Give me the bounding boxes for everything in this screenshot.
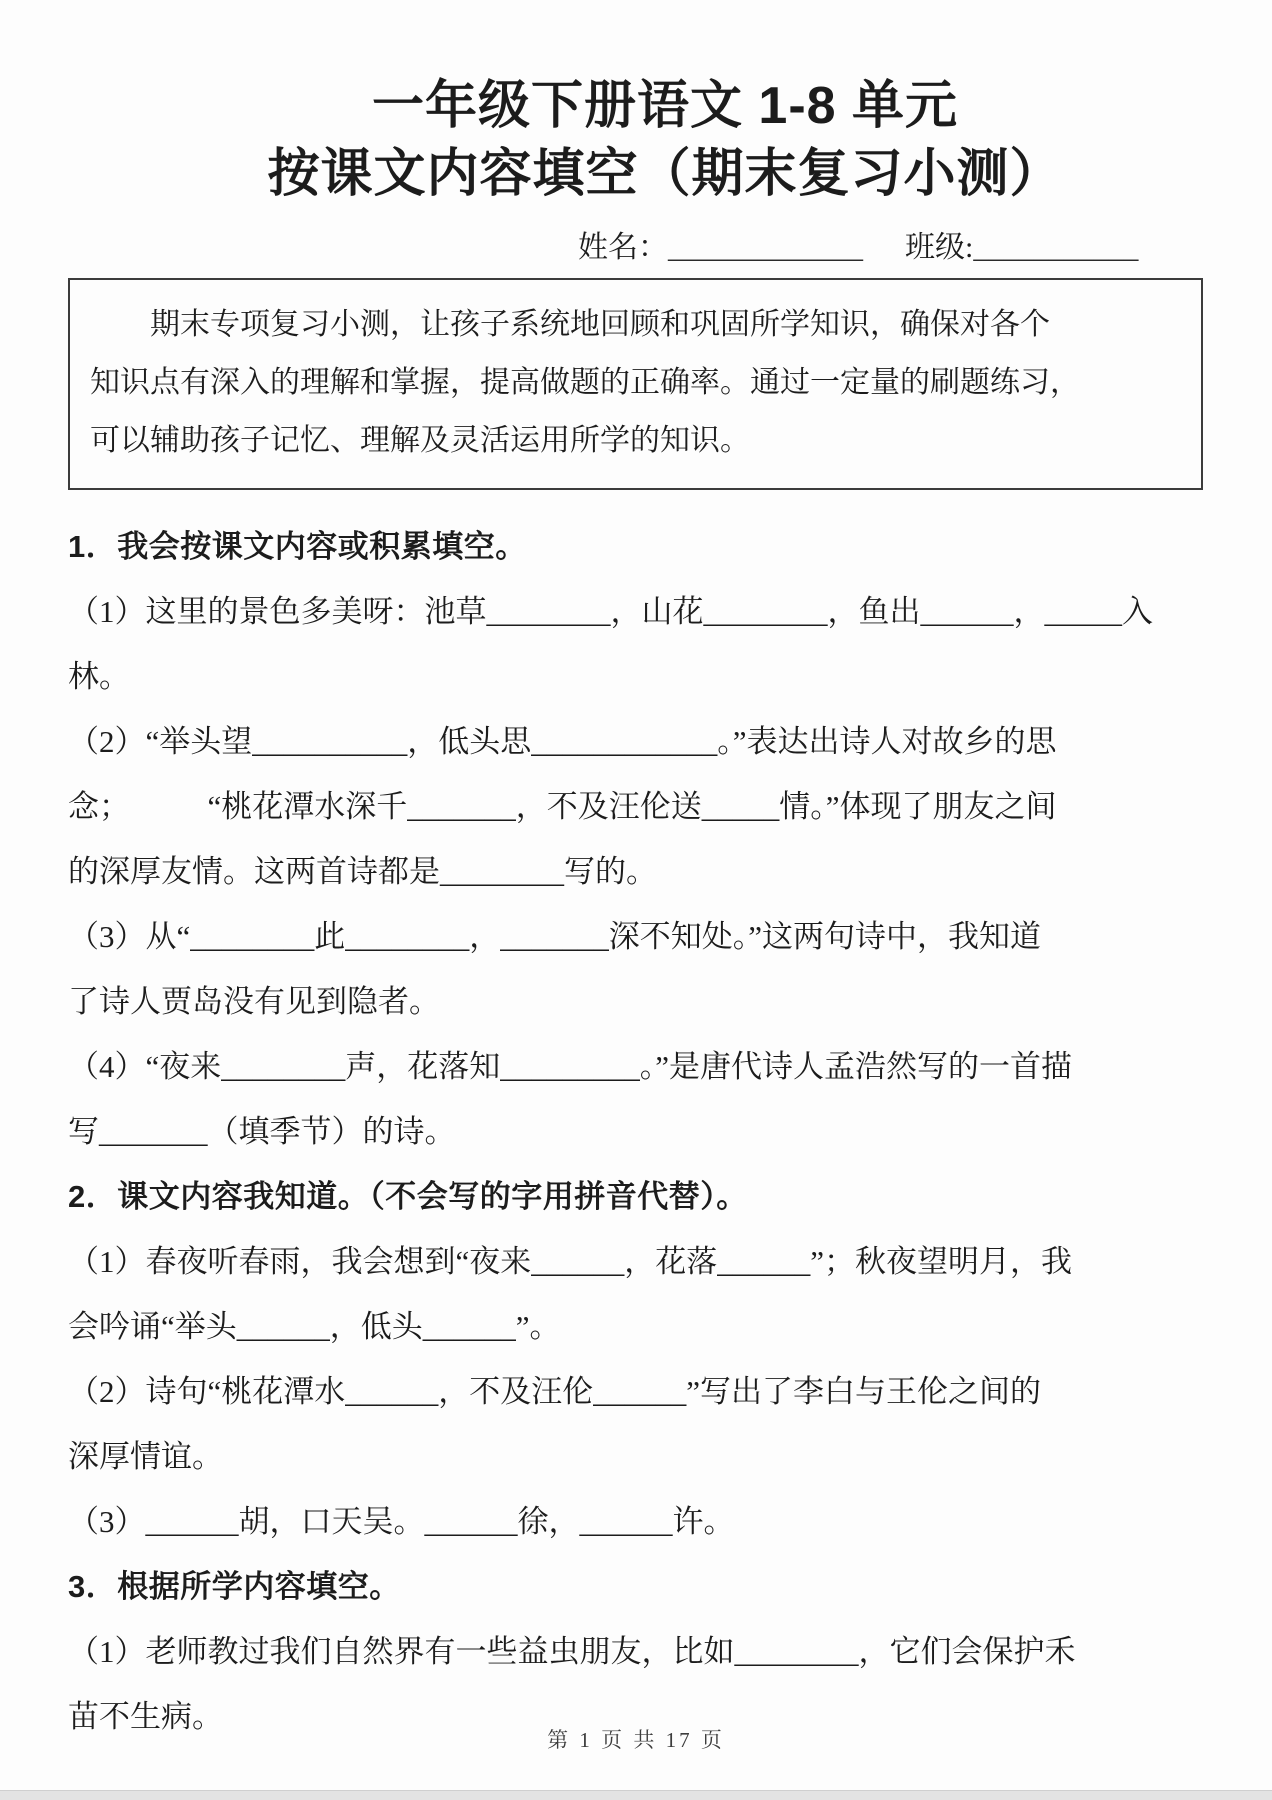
text-line: 林。 [68,659,130,694]
text-line: （2）“举头望__________，低头思____________。”表达出诗人对故乡的思 [68,724,1057,759]
class-label: 班级: [905,231,974,264]
text-line: 3．根据所学内容填空。 [68,1569,401,1604]
page-title-line1: 一年级下册语文 1-8 单元 [371,77,959,135]
text-line: 会吟诵“举头______，低头______”。 [68,1309,561,1344]
name-class-row [0,222,1272,266]
page-title [0,0,1272,208]
bottom-edge-strip [0,1790,1272,1800]
intro-line: 期末专项复习小测，让孩子系统地回顾和巩固所学知识，确保对各个 [90,308,1050,341]
intro-box [68,278,1203,490]
text-line: 的深厚友情。这两首诗都是________写的。 [68,854,657,889]
text-line: 苗不生病。 [68,1699,223,1734]
student-name-blank: _____________ [668,231,863,264]
content-lines [68,514,1216,1749]
text-line: （1）春夜听春雨，我会想到“夜来______，花落______”；秋夜望明月，我 [68,1244,1073,1279]
text-line: （2）诗句“桃花潭水______，不及汪伦______”写出了李白与王伦之间的 [68,1374,1042,1409]
class-blank: ___________ [973,231,1139,264]
text-line: （1）老师教过我们自然界有一些益虫朋友，比如________，它们会保护禾 [68,1634,1076,1669]
page-number-footer: 第 1 页 共 17 页 [547,1728,725,1752]
intro-line: 知识点有深入的理解和掌握，提高做题的正确率。通过一定量的刷题练习， [90,366,1080,399]
page-title-line2: 按课文内容填空（期末复习小测） [267,145,1063,203]
text-line: 写_______（填季节）的诗。 [68,1114,456,1149]
intro-line: 可以辅助孩子记忆、理解及灵活运用所学的知识。 [90,424,750,457]
text-line: （3）______胡，口天吴。______徐，______许。 [68,1504,735,1539]
text-line: （1）这里的景色多美呀：池草________，山花________，鱼出______，_____入 [68,594,1153,629]
text-line: 1．我会按课文内容或积累填空。 [68,529,527,564]
student-name-label: 姓名： [578,231,668,264]
text-line: 2．课文内容我知道。（不会写的字用拼音代替）。 [68,1179,748,1214]
text-line: 了诗人贾岛没有见到隐者。 [68,984,440,1019]
text-line: 念； “桃花潭水深千_______，不及汪伦送_____情。”体现了朋友之间 [68,789,1057,824]
text-line: （3）从“________此________，_______深不知处。”这两句诗中，我知道 [68,919,1042,954]
text-line: 深厚情谊。 [68,1439,223,1474]
text-line: （4）“夜来________声，花落知_________。”是唐代诗人孟浩然写的一首描 [68,1049,1073,1084]
